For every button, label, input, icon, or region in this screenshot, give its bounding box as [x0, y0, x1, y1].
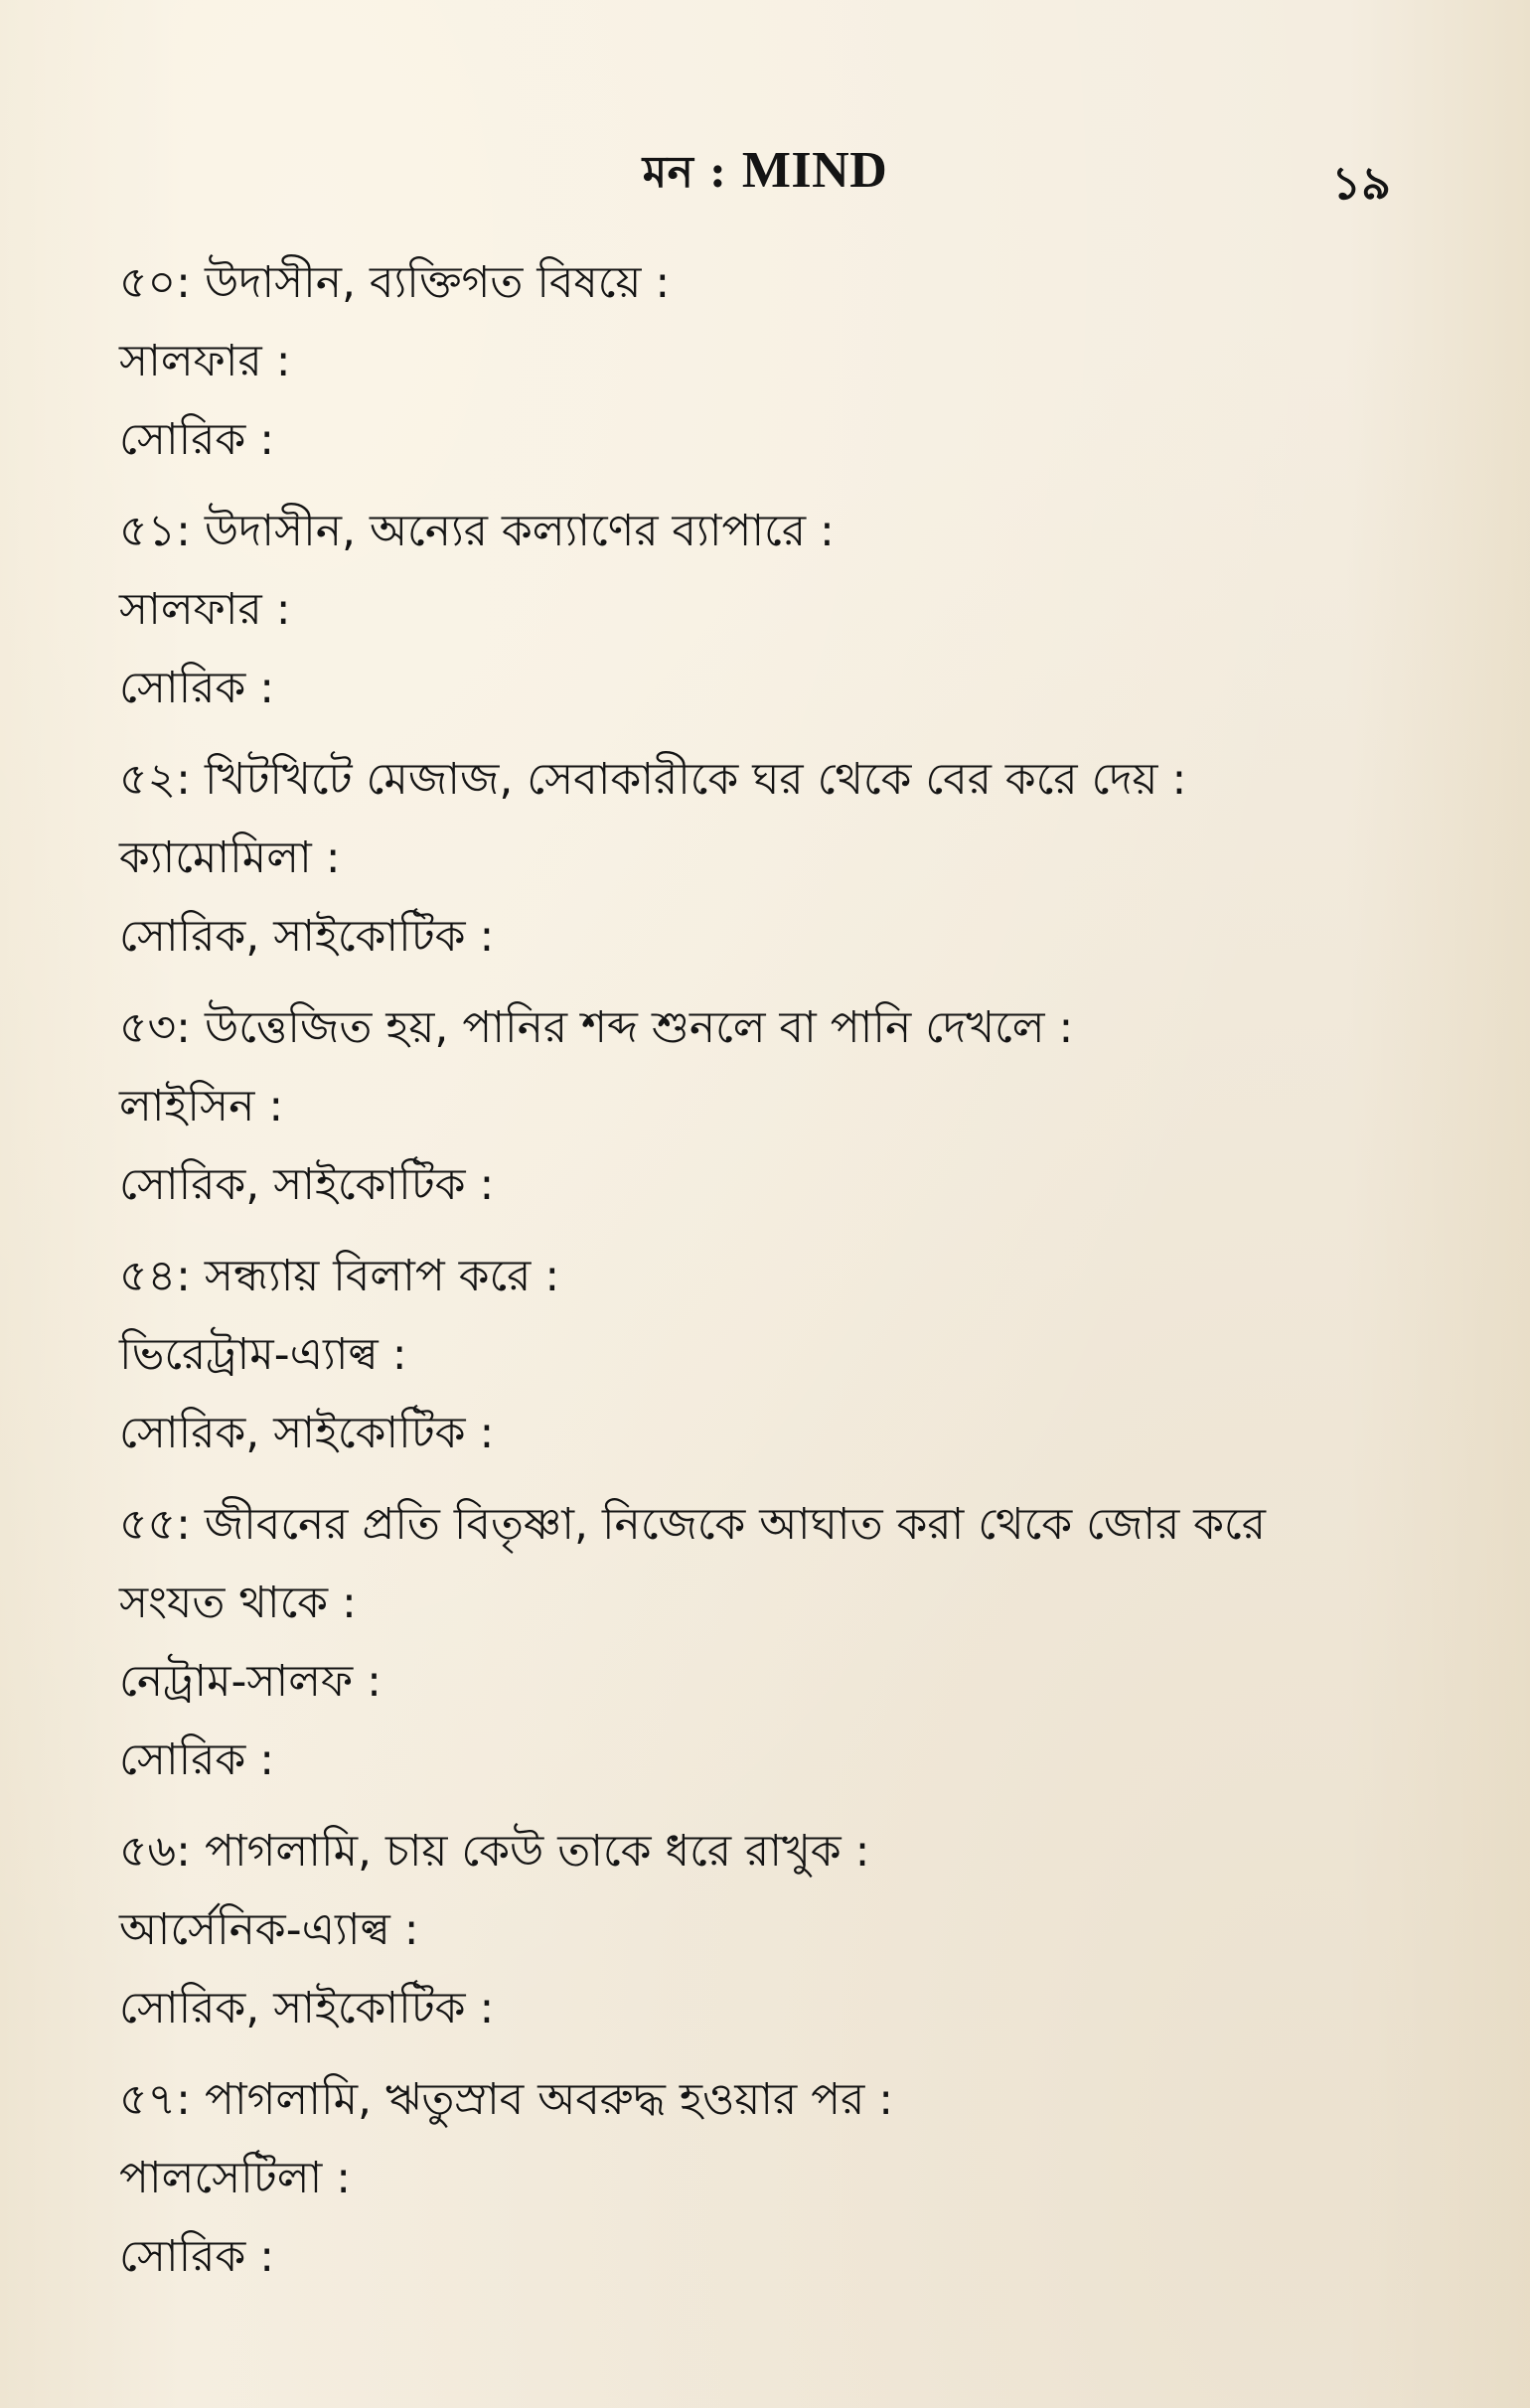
rubric-entry [119, 1812, 1431, 2047]
rubric-entry [119, 2060, 1431, 2296]
rubric-remedy: আর্সেনিক-এ্যাল্ব : [119, 1904, 419, 1955]
rubric-remedy: সালফার : [119, 584, 291, 635]
running-head-english: MIND [741, 142, 888, 199]
rubric-remedy: পালসেটিলা : [119, 2153, 352, 2203]
rubric-heading: ৫৬: পাগলামি, চায় কেউ তাকে ধরে রাখুক : [119, 1826, 870, 1877]
rubric-heading: ৫৫: জীবনের প্রতি বিতৃষ্ণা, নিজেকে আঘাত করা থেকে জোর করে [119, 1499, 1266, 1550]
rubric-remedy: লাইসিন : [119, 1081, 284, 1131]
rubric-remedy: নেট্রাম-সালফ : [119, 1656, 382, 1707]
rubric-miasm: সোরিক, সাইকোটিক : [119, 1408, 495, 1458]
rubric-miasm: সোরিক : [119, 663, 275, 713]
rubric-heading: ৫৭: পাগলামি, ঋতুস্রাব অবরুদ্ধ হওয়ার পর : [119, 2074, 894, 2125]
rubric-miasm: সোরিক, সাইকোটিক : [119, 1159, 495, 1210]
rubric-heading: ৫০: উদাসীন, ব্যক্তিগত বিষয়ে : [119, 257, 671, 308]
rubric-miasm: সোরিক, সাইকোটিক : [119, 1983, 495, 2033]
rubric-heading: ৫৪: সন্ধ্যায় বিলাপ করে : [119, 1251, 560, 1301]
rubric-heading: ৫৩: উত্তেজিত হয়, পানির শব্দ শুনলে বা পানি দেখলে : [119, 1002, 1074, 1053]
rubric-heading: ৫১: উদাসীন, অন্যের কল্যাণের ব্যাপারে : [119, 506, 835, 556]
rubric-heading-continued: সংযত থাকে : [119, 1578, 357, 1628]
running-head [0, 139, 1530, 212]
rubric-entry [119, 988, 1431, 1224]
page-number: ১৯ [1331, 156, 1391, 210]
rubric-miasm: সোরিক : [119, 2231, 275, 2282]
rubric-remedy: ক্যামোমিলা : [119, 832, 341, 883]
rubric-remedy: ভিরেট্রাম-এ্যাল্ব : [119, 1329, 407, 1380]
rubric-heading: ৫২: খিটখিটে মেজাজ, সেবাকারীকে ঘর থেকে বের করে দেয় : [119, 754, 1187, 805]
rubric-miasm: সোরিক, সাইকোটিক : [119, 911, 495, 962]
rubric-entry [119, 1237, 1431, 1472]
rubric-miasm: সোরিক : [119, 414, 275, 465]
rubric-list [119, 243, 1431, 2309]
rubric-entry [119, 740, 1431, 976]
rubric-entry [119, 1485, 1431, 1799]
rubric-entry [119, 243, 1431, 479]
rubric-miasm: সোরিক : [119, 1734, 275, 1785]
rubric-entry [119, 492, 1431, 727]
running-head-bengali: মন : [642, 147, 726, 198]
rubric-remedy: সালফার : [119, 336, 291, 386]
